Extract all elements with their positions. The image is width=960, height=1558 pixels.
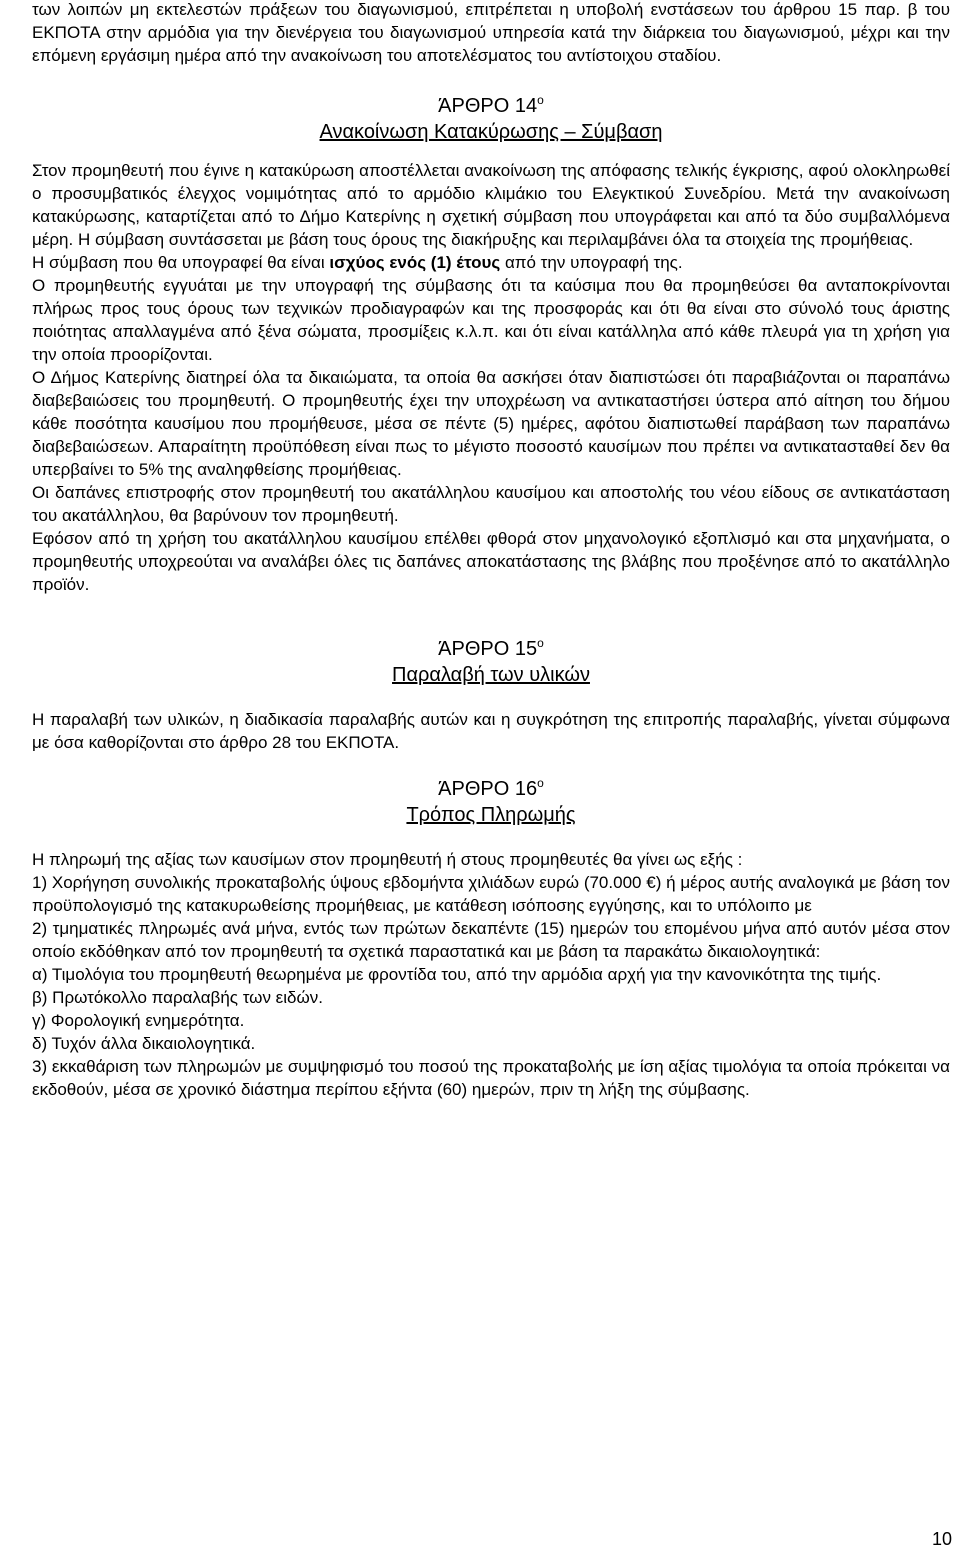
article-14 <box>32 93 950 596</box>
intro-paragraph: των λοιπών μη εκτελεστών πράξεων του διαγωνισμού, επιτρέπεται η υποβολή ενστάσεων του άρθρου 15 παρ. β του ΕΚΠΟΤΑ στην αρμόδια για την διενέργεια του διαγωνισμού υπηρεσία κατά την διάρκεια του διαγωνισμού, μέχρι και την επόμενη εργάσιμη ημέρα από την ανακοίνωση του αποτελέσματος του αντίστοιχου σταδίου. <box>32 0 950 65</box>
article-14-paragraph-4: Ο Δήμος Κατερίνης διατηρεί όλα τα δικαιώματα, τα οποία θα ασκήσει όταν διαπιστώσει ότι παραβιάζονται οι παραπάνω διαβεβαιώσεις του προμηθευτή. Ο προμηθευτής έχει την υποχρέωση να αντικαταστήσει ύστερα από αίτηση του δήμου κάθε ποσότητα καυσίμου που προμήθευσε, μέσα σε πέντε (5) ημέρες, αφότου διαπιστωθεί παράβαση των παραπάνω διαβεβαιώσεων. Απαραίτητη προϋπόθεση είναι πως το μέγιστο ποσοστό καυσίμων που πρέπει να αντικατασταθεί δεν θα υπερβαίνει το 5% της αναληφθείσης προμήθειας. <box>32 368 950 479</box>
article-14-paragraph-3: Ο προμηθευτής εγγυάται με την υπογραφή της σύμβασης ότι τα καύσιμα που θα προμηθεύσει θα ανταποκρίνονται πλήρως προς τους όρους των τεχνικών προδιαγραφών και της προσφοράς και ότι θα είναι στο σύνολό τους άριστης ποιότητας απαλλαγμένα από ξένα σώματα, προσμίξεις κ.λ.π. και ότι είναι κατάλληλα από κάθε πλευρά για τη χρήση για την οποία προορίζονται. <box>32 276 950 364</box>
article-14-contract-duration: ισχύος ενός (1) έτους <box>329 253 501 272</box>
article-15 <box>32 636 950 754</box>
article-15-subtitle: Παραλαβή των υλικών <box>392 664 590 686</box>
page-content <box>32 0 950 1101</box>
article-14-title-sup: ο <box>537 93 544 107</box>
article-14-paragraph-6: Εφόσον από τη χρήση του ακατάλληλου καυσίμου επέλθει φθορά στον μηχανολογικό εξοπλισμό και στα μηχανήματα, ο προμηθευτής υποχρεούται να αναλάβει όλες τις δαπάνες αποκατάστασης της βλάβης που προξένησε από το ακατάλληλο προϊόν. <box>32 529 950 594</box>
article-16 <box>32 776 950 1101</box>
article-16-title-text: ΆΡΘΡΟ 16 <box>438 778 538 800</box>
article-16-item-2: 2) τμηματικές πληρωμές ανά μήνα, εντός των πρώτων δεκαπέντε (15) ημερών του επομένου μήνα από αυτόν μέσα στον οποίο εκδόθηκαν από τον προμηθευτή τα σχετικά παραστατικά και με βάση τα παρακάτω δικαιολογητικά: <box>32 919 950 961</box>
article-15-title <box>32 636 950 662</box>
article-15-title-text: ΆΡΘΡΟ 15 <box>438 638 538 660</box>
article-14-paragraph-1: Στον προμηθευτή που έγινε η κατακύρωση αποστέλλεται ανακοίνωση της απόφασης τελικής έγκρισης, αφού ολοκληρωθεί ο προσυμβατικός έλεγχος νομιμότητας από το αρμόδιο κλιμάκιο του Ελεγκτικού Συνεδρίου. Μετά την ανακοίνωση κατακύρωσης, καταρτίζεται από το Δήμο Κατερίνης η σχετική σύμβαση που υπογράφεται και από τα δύο συμβαλλόμενα μέρη. Η σύμβαση συντάσσεται με βάση τους όρους της διακήρυξης και περιλαμβάνει όλα τα στοιχεία της προμήθειας. <box>32 161 950 249</box>
article-16-paragraph-1: Η πληρωμή της αξίας των καυσίμων στον προμηθευτή ή στους προμηθευτές θα γίνει ως εξής : <box>32 850 743 869</box>
article-16-title <box>32 776 950 802</box>
article-14-p2-after: από την υπογραφή της. <box>500 253 683 272</box>
article-14-subtitle: Ανακοίνωση Κατακύρωσης – Σύμβαση <box>319 121 663 143</box>
article-16-item-3: 3) εκκαθάριση των πληρωμών με συμψηφισμό του ποσού της προκαταβολής με ίση αξίας τιμολόγια τα οποία πρόκειται να εκδοθούν, μέσα σε χρονικό διάστημα περίπου εξήντα (60) ημερών, πριν τη λήξη της σύμβασης. <box>32 1057 950 1099</box>
article-16-subtitle: Τρόπος Πληρωμής <box>406 804 576 826</box>
article-14-paragraph-5: Οι δαπάνες επιστροφής στον προμηθευτή του ακατάλληλου καυσίμου και αποστολής του νέου είδους σε αντικατάσταση του ακατάλληλου, θα βαρύνουν τον προμηθευτή. <box>32 483 950 525</box>
article-14-p2-before: Η σύμβαση που θα υπογραφεί θα είναι <box>32 253 330 272</box>
page-number: 10 <box>931 1529 952 1549</box>
article-16-item-b: β) Πρωτόκολλο παραλαβής των ειδών. <box>32 988 323 1007</box>
article-15-paragraph-1: Η παραλαβή των υλικών, η διαδικασία παραλαβής αυτών και η συγκρότηση της επιτροπής παραλαβής, γίνεται σύμφωνα με όσα καθορίζονται στο άρθρο 28 του ΕΚΠΟΤΑ. <box>32 710 950 752</box>
article-14-paragraph-2 <box>32 251 950 274</box>
article-15-title-sup: ο <box>537 636 544 650</box>
article-14-title-text: ΆΡΘΡΟ 14 <box>438 95 538 117</box>
article-14-title <box>32 93 950 119</box>
article-16-item-d: δ) Τυχόν άλλα δικαιολογητικά. <box>32 1034 256 1053</box>
article-16-item-c: γ) Φορολογική ενημερότητα. <box>32 1011 245 1030</box>
article-16-title-sup: ο <box>537 776 544 790</box>
article-16-item-1: 1) Χορήγηση συνολικής προκαταβολής ύψους εβδομήντα χιλιάδων ευρώ (70.000 €) ή μέρος αυτής αναλογικά με βάση τον προϋπολογισμό της κατακυρωθείσης προμήθειας, με κατάθεση ισόποσης εγγύησης, και το υπόλοιπο με <box>32 873 950 915</box>
article-16-item-a: α) Τιμολόγια του προμηθευτή θεωρημένα με φροντίδα του, από την αρμόδια αρχή για την κανονικότητα της τιμής. <box>32 965 882 984</box>
